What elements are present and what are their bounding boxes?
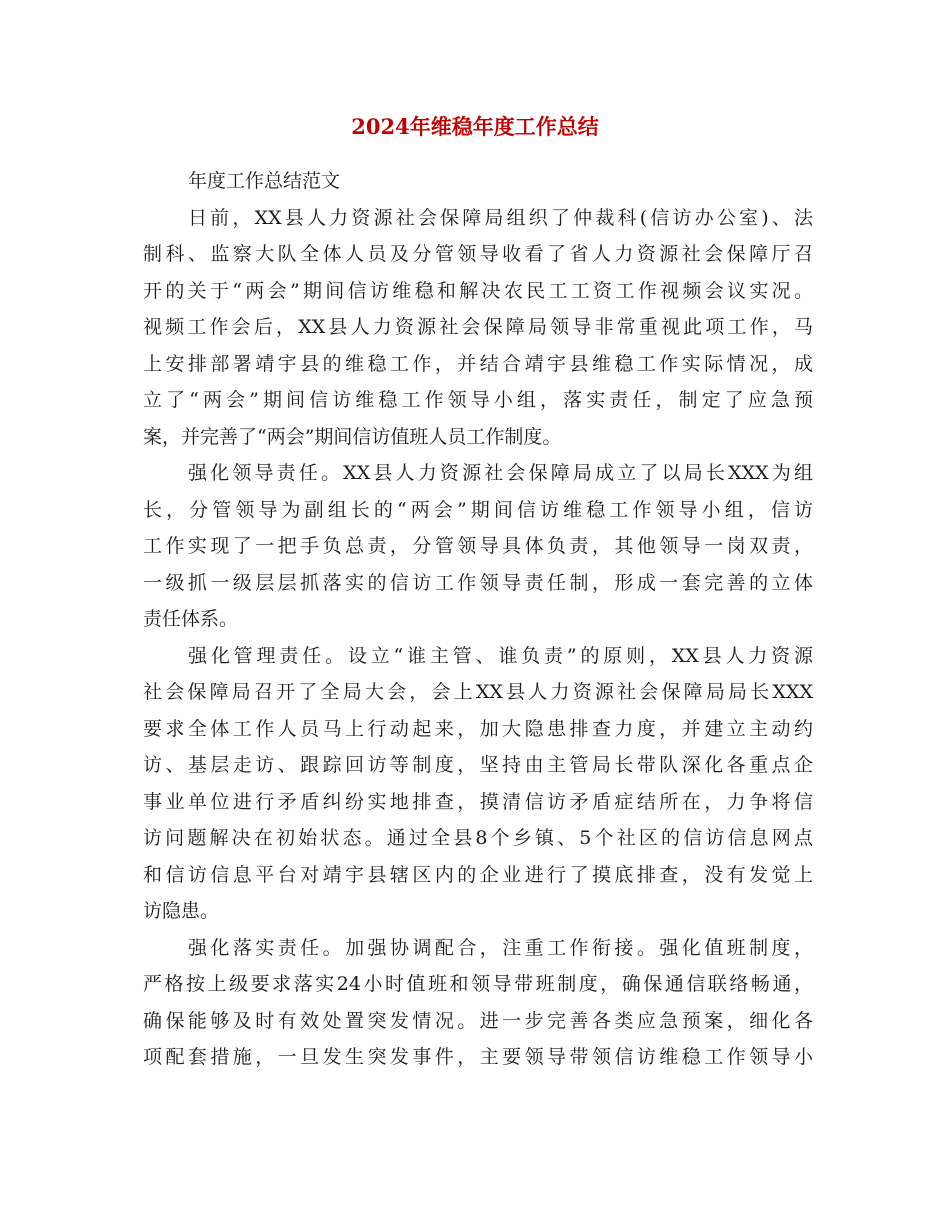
text-line: 访问题解决在初始状态。通过全县8个乡镇、5个社区的信访信息网点 [143,827,813,849]
text-line: 日前，XX县人力资源社会保障局组织了仲裁科(信访办公室)、法 [188,206,813,229]
text-line: 立了“两会”期间信访维稳工作领导小组，落实责任，制定了应急预 [143,389,813,411]
text-line: 长，分管领导为副组长的“两会”期间信访维稳工作领导小组，信访 [143,498,813,521]
text-line: 访、基层走访、跟踪回访等制度，坚持由主管局长带队深化各重点企 [143,754,813,776]
text-line: 强化管理责任。设立“谁主管、谁负责”的原则，XX县人力资源 [188,644,813,667]
text-line: 开的关于“两会”期间信访维稳和解决农民工工资工作视频会议实况。 [143,279,813,302]
text-line: 上安排部署靖宇县的维稳工作，并结合靖宇县维稳工作实际情况，成 [143,352,813,375]
text-line: 责任体系。 [143,608,239,630]
text-line: 强化领导责任。XX县人力资源社会保障局成立了以局长XXX为组 [188,462,813,484]
document-body [143,163,813,1076]
text-line: 访隐患。 [143,900,220,922]
text-line: 事业单位进行矛盾纠纷实地排查，摸清信访矛盾症结所在，力争将信 [143,790,813,813]
text-line: 年度工作总结范文 [188,170,341,192]
text-line: 一级抓一级层层抓落实的信访工作领导责任制，形成一套完善的立体 [143,571,813,594]
document-title: 2024年维稳年度工作总结 [351,114,599,139]
text-line: 要求全体工作人员马上行动起来，加大隐患排查力度，并建立主动约 [143,717,813,740]
text-line: 确保能够及时有效处置突发情况。进一步完善各类应急预案，细化各 [143,1009,813,1032]
text-line: 视频工作会后，XX县人力资源社会保障局领导非常重视此项工作，马 [143,316,813,338]
text-line: 工作实现了一把手负总责，分管领导具体负责，其他领导一岗双责， [143,535,813,557]
text-line: 和信访信息平台对靖宇县辖区内的企业进行了摸底排查，没有发觉上 [143,863,813,886]
text-line: 制科、监察大队全体人员及分管领导收看了省人力资源社会保障厅召 [143,243,813,265]
text-line: 强化落实责任。加强协调配合，注重工作衔接。强化值班制度， [188,936,813,959]
text-line: 社会保障局召开了全局大会，会上XX县人力资源社会保障局局长XXX [143,681,813,703]
text-line: 案，并完善了“两会”期间信访值班人员工作制度。 [143,425,562,448]
text-line: 严格按上级要求落实24小时值班和领导带班制度，确保通信联络畅通， [143,973,813,995]
text-line: 项配套措施，一旦发生突发事件，主要领导带领信访维稳工作领导小 [143,1046,813,1068]
